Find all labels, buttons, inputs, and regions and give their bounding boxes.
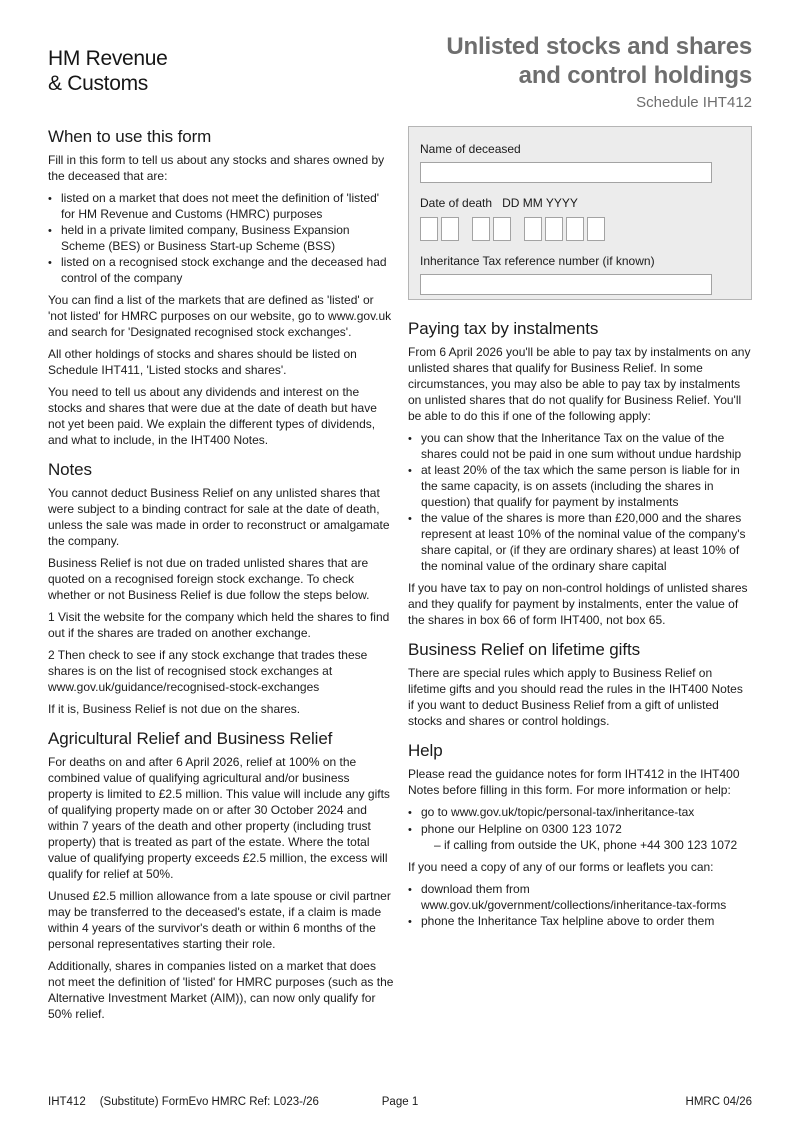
date-month-box-2[interactable] [493, 217, 511, 241]
help-paragraph-2: If you need a copy of any of our forms or leaflets you can: [408, 860, 714, 874]
agri-paragraph-1: For deaths on and after 6 April 2026, relief at 100% on the combined value of qualifying agricultural and/or business property is limited to £2.5 million. This value will include any gifts of qualifying property made on or after 30 October 2024 and within 7 years of the death and other property (including trust property) that is treated as part of the estate. Where the total value of qualifying property exceeds £2.5 million, the excess will qualify for relief at 50%. [48, 755, 390, 881]
page-title-line1: Unlisted stocks and shares [446, 33, 752, 60]
footer-ref: (Substitute) FormEvo HMRC Ref: L023-/26 [99, 1096, 319, 1108]
page-header [48, 32, 752, 111]
bullet-dot-icon [408, 430, 421, 462]
when-to-use-heading: When to use this form [48, 127, 212, 146]
help-sub-bullet: – if calling from outside the UK, phone +44 300 123 1072 [434, 838, 738, 852]
date-year-box-3[interactable] [566, 217, 584, 241]
date-of-death-label-text: Date of death [420, 196, 493, 210]
help-bullet-2-text: phone our Helpline on 0300 123 1072 [421, 822, 622, 836]
bullet-dot-icon [48, 222, 61, 254]
help-bullet-list-1 [408, 804, 752, 853]
help-bullet-list-2 [408, 881, 752, 930]
list-item [408, 430, 752, 462]
agri-paragraph-2: Unused £2.5 million allowance from a late spouse or civil partner may be transferred to the deceased's estate, if a claim is made within 4 years of the survivor's death or within 6 months of the personal representatives starting their role. [48, 889, 391, 951]
date-year-box-2[interactable] [545, 217, 563, 241]
instalments-paragraph-2: If you have tax to pay on non-control holdings of unlisted shares and they qualify for payment by instalments, enter the value of the shares in box 66 of form IHT400, not box 65. [408, 581, 748, 627]
hmrc-logo-line1: HM Revenue [48, 47, 168, 70]
title-block [446, 32, 752, 111]
bullet-dot-icon [408, 821, 421, 853]
list-item [408, 804, 752, 821]
when-bullet-2: held in a private limited company, Business Expansion Scheme (BES) or Business Start-up Scheme (BSS) [61, 223, 350, 253]
list-item [48, 254, 395, 286]
help-bullet-2 [421, 821, 752, 853]
date-format-hint: DD MM YYYY [502, 196, 578, 210]
notes-step-2: 2 Then check to see if any stock exchange that trades these shares is on the list of recognised stock exchanges at www.gov.uk/guidance/recognised-stock-exchanges [48, 648, 368, 694]
deceased-details-box [408, 126, 752, 300]
agricultural-relief-heading: Agricultural Relief and Business Relief [48, 729, 333, 748]
lifetime-gifts-paragraph: There are special rules which apply to Business Relief on lifetime gifts and you should read the rules in the IHT400 Notes if you want to deduct Business Relief from a gift of unlisted stocks and shares or control holdings. [408, 666, 743, 728]
when-paragraph-4: You need to tell us about any dividends and interest on the stocks and shares that were due at the date of death but have not yet been paid. We explain the different types of dividends, and what to include, in the IHT400 Notes. [48, 385, 377, 447]
list-item [408, 462, 752, 510]
when-paragraph-2: You can find a list of the markets that are defined as 'listed' or 'not listed' for HMRC purposes on our website, go to www.gov.uk and search for 'Designated recognised stock exchanges'. [48, 293, 392, 339]
page-number: Page 1 [381, 1096, 419, 1108]
date-day-box-1[interactable] [420, 217, 438, 241]
instalments-bullet-2: at least 20% of the tax which the same person is liable for in the same capacity, is on assets (including the shares in question) that qualify for payment by instalments [421, 463, 740, 509]
page-footer [48, 1096, 752, 1108]
name-of-deceased-label: Name of deceased [420, 142, 521, 156]
date-day-box-2[interactable] [441, 217, 459, 241]
list-item [48, 190, 395, 222]
list-item [408, 821, 752, 853]
when-intro: Fill in this form to tell us about any stocks and shares owned by the deceased that are: [48, 153, 385, 183]
left-column [48, 126, 395, 1028]
bullet-dot-icon [408, 881, 421, 913]
instalments-bullet-3: the value of the shares is more than £20,000 and the shares represent at least 10% of the nominal value of the company's share capital, or (if they are ordinary shares) at least 10% of the nominal value of the ordinary share capital [421, 511, 746, 573]
list-item [408, 510, 752, 574]
when-bullet-list [48, 190, 395, 286]
date-year-box-4[interactable] [587, 217, 605, 241]
notes-paragraph-1: You cannot deduct Business Relief on any unlisted shares that were subject to a binding contract for sale at the date of death, unless the sale was made in order to reconstruct or amalgamate the company. [48, 486, 390, 548]
instalments-bullet-1: you can show that the Inheritance Tax on the value of the shares could not be paid in one sum without undue hardship [421, 431, 742, 461]
date-of-death-label [420, 196, 740, 211]
hmrc-logo-line2: & Customs [48, 72, 148, 95]
help-intro: Please read the guidance notes for form IHT412 in the IHT400 Notes before filling in this form. For more information or help: [408, 767, 740, 797]
name-of-deceased-input[interactable] [420, 162, 712, 183]
lifetime-gifts-heading: Business Relief on lifetime gifts [408, 640, 640, 659]
bullet-dot-icon [408, 804, 421, 821]
help-bullet-4: phone the Inheritance Tax helpline above to order them [421, 914, 715, 928]
instalments-intro: From 6 April 2026 you'll be able to pay tax by instalments on any unlisted shares that qualify for Business Relief. In some circumstances, you may also be able to pay tax by instalments on unlisted shares that do not qualify for Business Relief. You'll be able to do this if one of the following apply: [408, 345, 751, 423]
bullet-dot-icon [408, 510, 421, 574]
right-column [408, 126, 752, 1028]
notes-step-1: 1 Visit the website for the company which held the shares to find out if the shares are traded on another exchange. [48, 610, 390, 640]
footer-version: HMRC 04/26 [685, 1096, 752, 1108]
help-heading: Help [408, 741, 443, 760]
list-item [48, 222, 395, 254]
bullet-dot-icon [48, 254, 61, 286]
footer-form-id: IHT412 [48, 1096, 86, 1108]
list-item [408, 913, 752, 930]
date-month-box-1[interactable] [472, 217, 490, 241]
instalments-bullet-list [408, 430, 752, 574]
help-bullet-3: download them from www.gov.uk/government/collections/inheritance-tax-forms [421, 882, 727, 912]
date-of-death-boxes [420, 217, 740, 241]
bullet-dot-icon [408, 913, 421, 930]
date-year-box-1[interactable] [524, 217, 542, 241]
notes-paragraph-2: Business Relief is not due on traded unlisted shares that are quoted on a recognised foreign stock exchange. To check whether or not Business Relief is due follow the steps below. [48, 556, 370, 602]
when-paragraph-3: All other holdings of stocks and shares should be listed on Schedule IHT411, 'Listed stocks and shares'. [48, 347, 357, 377]
when-bullet-3: listed on a recognised stock exchange and the deceased had control of the company [61, 255, 387, 285]
instalments-heading: Paying tax by instalments [408, 319, 599, 338]
notes-heading: Notes [48, 460, 92, 479]
when-bullet-1: listed on a market that does not meet the definition of 'listed' for HM Revenue and Customs (HMRC) purposes [61, 191, 380, 221]
hmrc-logo [48, 32, 168, 96]
page-title-line2: and control holdings [518, 62, 752, 89]
iht-reference-label: Inheritance Tax reference number (if known) [420, 254, 655, 268]
bullet-dot-icon [48, 190, 61, 222]
iht-reference-input[interactable] [420, 274, 712, 295]
bullet-dot-icon [408, 462, 421, 510]
list-item [408, 881, 752, 913]
notes-paragraph-3: If it is, Business Relief is not due on the shares. [48, 702, 301, 716]
agri-paragraph-3: Additionally, shares in companies listed on a market that does not meet the definition of 'listed' for HMRC purposes (such as the Alternative Investment Market (AIM)), can now only qualify for 50% relief. [48, 959, 394, 1021]
help-bullet-1: go to www.gov.uk/topic/personal-tax/inheritance-tax [421, 805, 695, 819]
page-title [446, 32, 752, 90]
schedule-label: Schedule IHT412 [636, 94, 752, 111]
